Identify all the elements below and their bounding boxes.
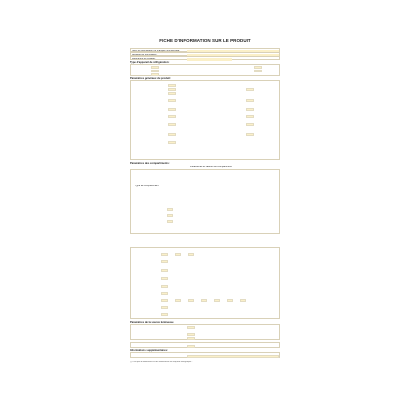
page-title: FICHE D'INFORMATION SUR LE PRODUIT — [159, 38, 251, 43]
light-source-header: Paramètres de la source lumineuse — [130, 321, 174, 324]
additional-info-header: Informations supplémentaires: — [130, 349, 168, 352]
additional-info-grid — [130, 342, 280, 348]
appliance-type-grid — [130, 64, 280, 76]
supplier-address-row: Adresse du fournisseur: — [130, 52, 280, 56]
compartment-params-header: Paramètres des compartiments: — [130, 162, 170, 165]
supplier-name-row: Nom du fournisseur ou marque commerciale: — [130, 48, 280, 52]
additional-info-box — [130, 352, 280, 358]
compartment-grid-bottom — [130, 247, 280, 319]
general-params-header: Paramètres généraux du produit: — [130, 77, 171, 80]
compartment-sub-header: Paramètres et valeurs du compartiment — [190, 166, 232, 168]
footnote: (*) Pour plus d'informations et des informations de l'étiquette énergétique... — [130, 361, 193, 363]
light-source-grid — [130, 324, 280, 340]
compartment-grid-top: Type de compartiment — [130, 169, 280, 234]
appliance-type-header: Type d'appareil de réfrigération: — [130, 61, 170, 64]
general-params-grid — [130, 80, 280, 160]
model-reference-row: Référence du modèle: — [130, 56, 280, 60]
